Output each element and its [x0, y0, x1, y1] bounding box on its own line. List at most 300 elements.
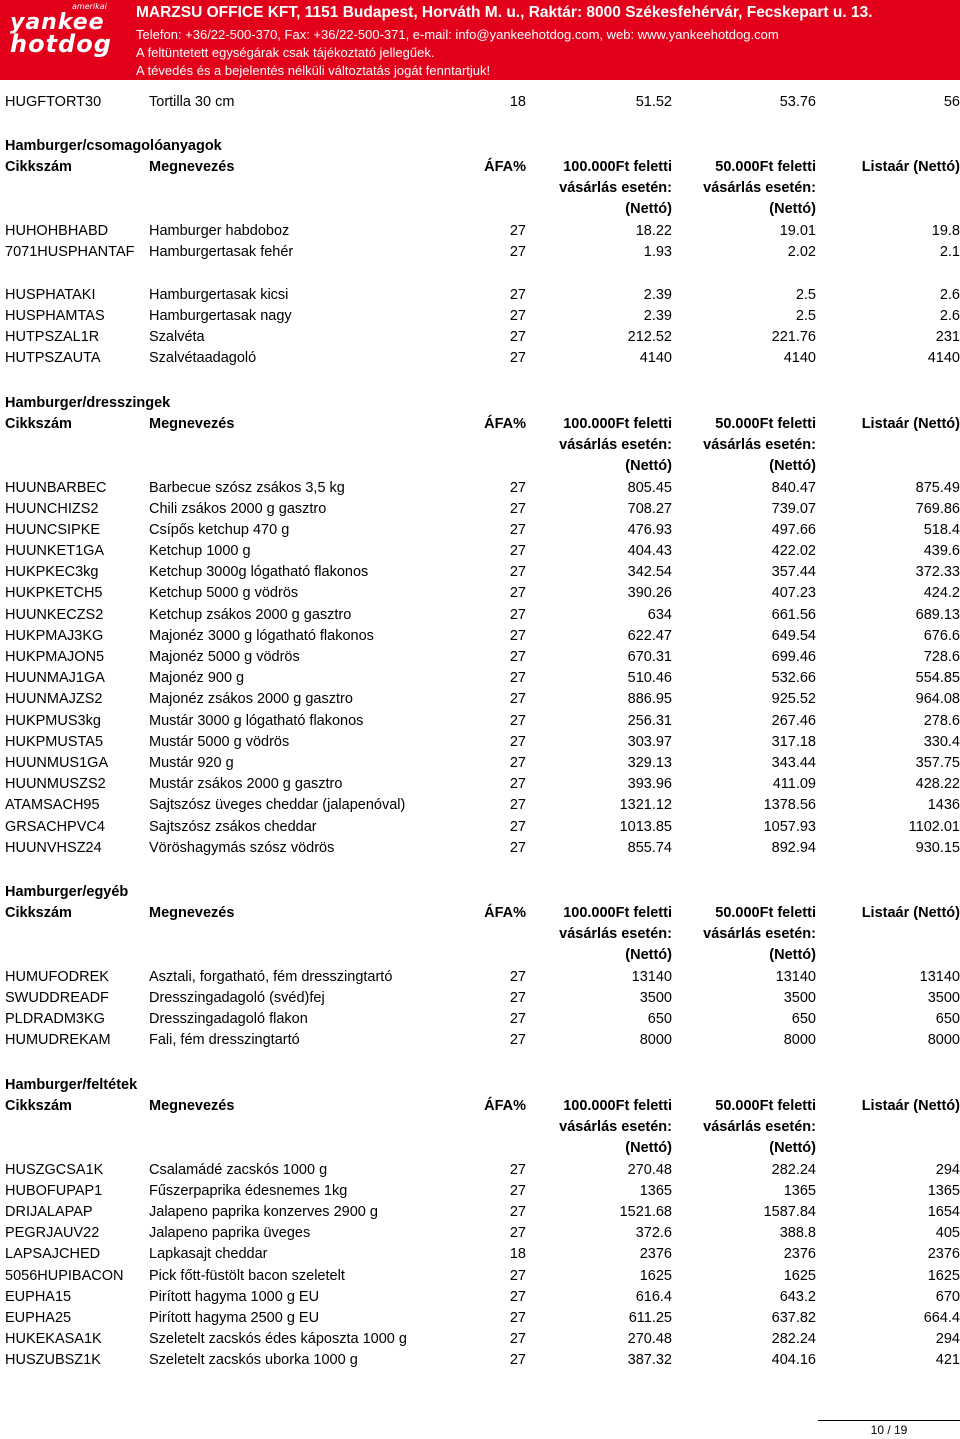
list-price: 424.2	[923, 585, 960, 602]
column-header-price-50k	[676, 1096, 816, 1159]
price-list	[0, 92, 960, 1372]
price-50k: 19.01	[779, 223, 816, 240]
table-row	[0, 541, 960, 562]
vat-rate: 27	[509, 1288, 526, 1305]
price-50k: 1625	[783, 1267, 816, 1284]
price-50k: 1365	[783, 1182, 816, 1199]
list-price: 8000	[927, 1032, 960, 1049]
vat-rate: 27	[509, 585, 526, 602]
list-price: 676.6	[923, 627, 960, 644]
column-header-list-price: Listaár (Nettó)	[861, 1097, 960, 1114]
item-name: Lapkasajt cheddar	[149, 1246, 268, 1263]
price-50k: 739.07	[771, 500, 816, 517]
item-name: Majonéz 3000 g lógatható flakonos	[149, 627, 374, 644]
header-line: vásárlás esetén:	[703, 180, 816, 197]
price-50k: 649.54	[771, 627, 816, 644]
vat-rate: 27	[509, 543, 526, 560]
price-50k: 422.02	[771, 543, 816, 560]
price-50k: 661.56	[771, 606, 816, 623]
list-price: 650	[935, 1011, 960, 1028]
vat-rate: 27	[509, 627, 526, 644]
table-row	[0, 478, 960, 499]
item-name: Hamburgertasak nagy	[149, 307, 292, 324]
list-price: 728.6	[923, 649, 960, 666]
table-row	[0, 1202, 960, 1223]
price-50k: 13140	[775, 968, 816, 985]
table-row	[0, 1181, 960, 1202]
list-price: 2.6	[939, 307, 960, 324]
item-name: Majonéz zsákos 2000 g gasztro	[149, 691, 353, 708]
company-address: MARZSU OFFICE KFT, 1151 Budapest, Horváth M. u., Raktár: 8000 Székesfehérvár, Fecskepart u. 13.	[136, 4, 873, 21]
price-100k: 4140	[639, 350, 672, 367]
vat-rate: 27	[509, 990, 526, 1007]
price-50k: 411.09	[772, 776, 816, 793]
vat-rate: 27	[509, 649, 526, 666]
list-price: 875.49	[915, 479, 960, 496]
price-100k: 390.26	[627, 585, 672, 602]
header-line: (Nettó)	[769, 1139, 816, 1156]
column-header-price-100k	[530, 157, 672, 220]
item-code: HUKPMAJON5	[5, 649, 105, 666]
price-100k: 670.31	[627, 649, 672, 666]
table-row	[0, 1009, 960, 1030]
item-name: Barbecue szósz zsákos 3,5 kg	[149, 479, 345, 496]
table-row	[0, 988, 960, 1009]
price-50k: 925.52	[771, 691, 816, 708]
price-50k: 388.8	[779, 1225, 816, 1242]
column-header-price-50k	[676, 414, 816, 477]
price-50k: 3500	[783, 990, 816, 1007]
section-gap	[0, 370, 960, 392]
vat-rate: 27	[509, 223, 526, 240]
list-price: 428.22	[915, 776, 960, 793]
item-name: Asztali, forgatható, fém dresszingtartó	[149, 968, 393, 985]
item-name: Csalamádé zacskós 1000 g	[149, 1161, 328, 1178]
price-100k: 303.97	[627, 733, 672, 750]
list-price: 670	[935, 1288, 960, 1305]
price-50k: 282.24	[771, 1331, 816, 1348]
list-price: 664.4	[923, 1309, 960, 1326]
column-header-name: Megnevezés	[149, 1097, 235, 1114]
section-title: Hamburger/csomagolóanyagok	[5, 138, 222, 155]
price-100k: 18.22	[635, 223, 672, 240]
price-100k: 855.74	[627, 839, 672, 856]
price-100k: 393.96	[627, 776, 672, 793]
item-name: Ketchup zsákos 2000 g gasztro	[149, 606, 352, 623]
header-line: vásárlás esetén:	[703, 436, 816, 453]
item-code: HUSZGCSA1K	[5, 1161, 104, 1178]
list-price: 554.85	[915, 670, 960, 687]
list-price: 1436	[927, 797, 960, 814]
item-code: SWUDDREADF	[5, 990, 109, 1007]
list-price: 439.6	[923, 543, 960, 560]
price-100k: 886.95	[627, 691, 672, 708]
table-row	[0, 774, 960, 795]
item-code: ATAMSACH95	[5, 797, 100, 814]
item-code: HUBOFUPAP1	[5, 1182, 103, 1199]
table-row	[0, 689, 960, 710]
list-price: 421	[935, 1352, 960, 1369]
table-row	[0, 1350, 960, 1371]
table-row	[0, 732, 960, 753]
column-header-name: Megnevezés	[149, 415, 235, 432]
item-code: EUPHA25	[5, 1309, 72, 1326]
list-price: 13140	[919, 968, 960, 985]
column-header-row	[0, 157, 960, 221]
header-line: 100.000Ft feletti	[563, 1097, 672, 1114]
price-50k: 1057.93	[763, 818, 816, 835]
item-code: LAPSAJCHED	[5, 1246, 101, 1263]
company-contact: Telefon: +36/22-500-370, Fax: +36/22-500-371, e-mail: info@yankeehotdog.com, web: www.yankeehotdog.com	[136, 27, 779, 42]
list-price: 294	[935, 1331, 960, 1348]
header-line: 100.000Ft feletti	[563, 904, 672, 921]
price-100k: 616.4	[635, 1288, 672, 1305]
item-name: Pirított hagyma 1000 g EU	[149, 1288, 320, 1305]
column-header-name: Megnevezés	[149, 159, 235, 176]
vat-rate: 27	[509, 606, 526, 623]
item-name: Pick főtt-füstölt bacon szeletelt	[149, 1267, 345, 1284]
header-line: vásárlás esetén:	[559, 925, 672, 942]
item-name: Sajtszósz üveges cheddar (jalapenóval)	[149, 797, 406, 814]
item-code: HUKPMUSTA5	[5, 733, 104, 750]
price-50k: 404.16	[771, 1352, 816, 1369]
price-50k: 317.18	[771, 733, 816, 750]
price-50k: 2.5	[795, 286, 816, 303]
price-50k: 497.66	[771, 521, 816, 538]
item-code: HUTPSZAL1R	[5, 329, 100, 346]
price-100k: 805.45	[627, 479, 672, 496]
page-number: 10 / 19	[818, 1420, 960, 1439]
item-name: Fűszerpaprika édesnemes 1kg	[149, 1182, 348, 1199]
list-price: 1102.01	[908, 818, 960, 835]
column-header-row	[0, 1096, 960, 1160]
item-code: HUKEKASA1K	[5, 1331, 102, 1348]
table-row	[0, 626, 960, 647]
vat-rate: 27	[509, 818, 526, 835]
header-line: (Nettó)	[769, 946, 816, 963]
price-50k: 2.02	[787, 244, 816, 261]
price-100k: 342.54	[627, 564, 672, 581]
price-100k: 708.27	[627, 500, 672, 517]
item-name: Jalapeno paprika üveges	[149, 1225, 311, 1242]
header-line: 100.000Ft feletti	[563, 415, 672, 432]
vat-rate: 27	[509, 1032, 526, 1049]
column-header-list-price: Listaár (Nettó)	[861, 904, 960, 921]
item-name: Szeletelt zacskós édes káposzta 1000 g	[149, 1331, 407, 1348]
item-code: HUMUFODREK	[5, 968, 109, 985]
vat-rate: 27	[509, 1309, 526, 1326]
item-name: Dresszingadagoló (svéd)fej	[149, 990, 325, 1007]
item-code: EUPHA15	[5, 1288, 72, 1305]
item-code: HUUNVHSZ24	[5, 839, 102, 856]
vat-rate: 27	[509, 1011, 526, 1028]
vat-rate: 27	[509, 286, 526, 303]
vat-rate: 27	[509, 1204, 526, 1221]
item-code: HUSPHAMTAS	[5, 307, 105, 324]
item-name: Chili zsákos 2000 g gasztro	[149, 500, 327, 517]
item-code: DRIJALAPAP	[5, 1204, 93, 1221]
table-row	[0, 605, 960, 626]
change-disclaimer: A tévedés és a bejelentés nélküli változtatás jogát fenntartjuk!	[136, 63, 491, 78]
price-100k: 1625	[639, 1267, 672, 1284]
item-name: Dresszingadagoló flakon	[149, 1011, 308, 1028]
price-50k: 1587.84	[763, 1204, 816, 1221]
item-code: HUUNMUSZS2	[5, 776, 106, 793]
table-row	[0, 1244, 960, 1265]
table-row	[0, 711, 960, 732]
header-line: 100.000Ft feletti	[563, 159, 672, 176]
vat-rate: 27	[509, 733, 526, 750]
vat-rate: 27	[509, 307, 526, 324]
header-line: (Nettó)	[625, 201, 672, 218]
column-header-vat: ÁFA%	[484, 415, 526, 432]
item-code: HUUNBARBEC	[5, 479, 107, 496]
table-row	[0, 242, 960, 284]
vat-rate: 18	[509, 94, 526, 110]
vat-rate: 27	[509, 1182, 526, 1199]
price-50k: 282.24	[771, 1161, 816, 1178]
price-50k: 840.47	[771, 479, 816, 496]
price-100k: 404.43	[627, 543, 672, 560]
price-50k: 4140	[783, 350, 816, 367]
table-row	[0, 838, 960, 859]
item-name: Ketchup 5000 g vödrös	[149, 585, 299, 602]
item-name: Hamburgertasak kicsi	[149, 286, 289, 303]
column-header-price-100k	[530, 414, 672, 477]
column-header-list-price: Listaár (Nettó)	[861, 415, 960, 432]
price-100k: 270.48	[627, 1161, 672, 1178]
price-50k: 267.46	[771, 712, 816, 729]
price-50k: 2376	[783, 1246, 816, 1263]
table-row	[0, 1266, 960, 1287]
section-gap	[0, 1052, 960, 1074]
header-line: 50.000Ft feletti	[715, 904, 816, 921]
vat-rate: 27	[509, 329, 526, 346]
price-50k: 2.5	[795, 307, 816, 324]
item-code: 5056HUPIBACON	[5, 1267, 124, 1284]
header-line: (Nettó)	[625, 1139, 672, 1156]
price-50k: 650	[791, 1011, 816, 1028]
yankee-hotdog-logo	[2, 2, 128, 58]
price-100k: 51.52	[635, 94, 672, 110]
price-100k: 329.13	[627, 754, 672, 771]
item-name: Fali, fém dresszingtartó	[149, 1032, 300, 1049]
item-name: Hamburger habdoboz	[149, 223, 290, 240]
price-100k: 1365	[639, 1182, 672, 1199]
item-code: PEGRJAUV22	[5, 1225, 100, 1242]
vat-rate: 27	[509, 670, 526, 687]
item-name: Hamburgertasak fehér	[149, 244, 294, 261]
column-header-price-100k	[530, 903, 672, 966]
list-price: 294	[935, 1161, 960, 1178]
table-row	[0, 668, 960, 689]
table-row	[0, 647, 960, 668]
logo-word-hotdog: hotdog	[10, 30, 112, 58]
item-name: Csípős ketchup 470 g	[149, 521, 290, 538]
list-price: 2.1	[939, 244, 960, 261]
vat-rate: 27	[509, 691, 526, 708]
item-code: HUUNMUS1GA	[5, 754, 109, 771]
table-row	[0, 1287, 960, 1308]
price-100k: 510.46	[627, 670, 672, 687]
item-name: Pirított hagyma 2500 g EU	[149, 1309, 320, 1326]
header-line: vásárlás esetén:	[559, 180, 672, 197]
column-header-row	[0, 903, 960, 967]
table-row	[0, 306, 960, 327]
header-line: (Nettó)	[769, 457, 816, 474]
list-price: 964.08	[915, 691, 960, 708]
column-header-code: Cikkszám	[5, 1097, 72, 1114]
price-100k: 387.32	[627, 1352, 672, 1369]
table-row	[0, 1223, 960, 1244]
item-name: Szalvétaadagoló	[149, 350, 257, 367]
list-price: 278.6	[923, 712, 960, 729]
vat-rate: 27	[509, 350, 526, 367]
price-disclaimer: A feltüntetett egységárak csak tájékoztató jellegűek.	[136, 45, 435, 60]
logo-tagline: amerikai	[72, 2, 107, 11]
list-price: 405	[935, 1225, 960, 1242]
header-line: vásárlás esetén:	[703, 1118, 816, 1135]
vat-rate: 27	[509, 839, 526, 856]
list-price: 2376	[927, 1246, 960, 1263]
price-100k: 1321.12	[619, 797, 672, 814]
column-header-row	[0, 414, 960, 478]
item-code: PLDRADM3KG	[5, 1011, 105, 1028]
list-price: 1654	[927, 1204, 960, 1221]
price-100k: 372.6	[635, 1225, 672, 1242]
vat-rate: 27	[509, 1267, 526, 1284]
section-title: Hamburger/egyéb	[5, 883, 129, 900]
list-price: 2.6	[939, 286, 960, 303]
item-code: HUGFTORT30	[5, 94, 102, 110]
vat-rate: 27	[509, 776, 526, 793]
price-50k: 221.76	[771, 329, 816, 346]
price-50k: 643.2	[779, 1288, 816, 1305]
item-name: Sajtszósz zsákos cheddar	[149, 818, 317, 835]
list-price: 518.4	[923, 521, 960, 538]
price-100k: 270.48	[627, 1331, 672, 1348]
header-line: (Nettó)	[625, 946, 672, 963]
section-title: Hamburger/dresszingek	[5, 394, 171, 411]
vat-rate: 27	[509, 564, 526, 581]
header-line: 50.000Ft feletti	[715, 415, 816, 432]
column-header-list-price: Listaár (Nettó)	[861, 159, 960, 176]
price-100k: 256.31	[627, 712, 672, 729]
table-row	[0, 967, 960, 988]
price-100k: 212.52	[627, 329, 672, 346]
table-row	[0, 753, 960, 774]
item-code: HUKPMAJ3KG	[5, 627, 104, 644]
column-header-vat: ÁFA%	[484, 1097, 526, 1114]
item-code: HUUNKET1GA	[5, 543, 105, 560]
item-code: HUTPSZAUTA	[5, 350, 101, 367]
column-header-price-50k	[676, 157, 816, 220]
vat-rate: 27	[509, 521, 526, 538]
table-row	[0, 520, 960, 541]
price-50k: 1378.56	[763, 797, 816, 814]
table-row	[0, 1308, 960, 1329]
price-100k: 476.93	[627, 521, 672, 538]
vat-rate: 27	[509, 500, 526, 517]
item-code: HUKPKETCH5	[5, 585, 103, 602]
price-50k: 699.46	[771, 649, 816, 666]
header-line: (Nettó)	[625, 457, 672, 474]
price-100k: 2376	[639, 1246, 672, 1263]
price-100k: 2.39	[643, 307, 672, 324]
price-50k: 8000	[783, 1032, 816, 1049]
column-header-vat: ÁFA%	[484, 904, 526, 921]
item-name: Vöröshagymás szósz vödrös	[149, 839, 335, 856]
list-price: 4140	[927, 350, 960, 367]
table-row	[0, 92, 960, 113]
item-code: HUSPHATAKI	[5, 286, 96, 303]
header-line: 50.000Ft feletti	[715, 1097, 816, 1114]
price-100k: 1.93	[643, 244, 672, 261]
section-title: Hamburger/feltétek	[5, 1076, 138, 1093]
list-price: 1365	[927, 1182, 960, 1199]
column-header-price-50k	[676, 903, 816, 966]
vat-rate: 27	[509, 968, 526, 985]
list-price: 769.86	[915, 500, 960, 517]
item-name: Ketchup 1000 g	[149, 543, 251, 560]
list-price: 330.4	[923, 733, 960, 750]
section-gap	[0, 113, 960, 135]
column-header-code: Cikkszám	[5, 415, 72, 432]
item-code: HUSZUBSZ1K	[5, 1352, 101, 1369]
table-row	[0, 1329, 960, 1350]
price-100k: 622.47	[627, 627, 672, 644]
table-row	[0, 817, 960, 838]
section-gap	[0, 859, 960, 881]
price-100k: 2.39	[643, 286, 672, 303]
item-code: HUUNMAJZS2	[5, 691, 103, 708]
vat-rate: 27	[509, 712, 526, 729]
table-row	[0, 327, 960, 348]
price-50k: 357.44	[771, 564, 816, 581]
price-50k: 892.94	[771, 839, 816, 856]
item-name: Tortilla 30 cm	[149, 94, 235, 110]
item-name: Szeletelt zacskós uborka 1000 g	[149, 1352, 358, 1369]
list-price: 231	[935, 329, 960, 346]
table-row	[0, 1160, 960, 1181]
price-50k: 407.23	[771, 585, 816, 602]
header-line: vásárlás esetén:	[703, 925, 816, 942]
vat-rate: 27	[509, 1225, 526, 1242]
list-price: 372.33	[915, 564, 960, 581]
item-code: HUHOHBHABD	[5, 223, 109, 240]
price-100k: 1013.85	[619, 818, 672, 835]
column-header-code: Cikkszám	[5, 159, 72, 176]
vat-rate: 27	[509, 244, 526, 261]
vat-rate: 27	[509, 797, 526, 814]
vat-rate: 27	[509, 479, 526, 496]
table-row	[0, 221, 960, 242]
item-code: HUKPKEC3kg	[5, 564, 99, 581]
vat-rate: 27	[509, 1352, 526, 1369]
column-header-price-100k	[530, 1096, 672, 1159]
list-price: 19.8	[931, 223, 960, 240]
item-name: Szalvéta	[149, 329, 205, 346]
item-name: Mustár 920 g	[149, 754, 234, 771]
item-name: Jalapeno paprika konzerves 2900 g	[149, 1204, 378, 1221]
page-header	[0, 0, 960, 80]
vat-rate: 27	[509, 754, 526, 771]
price-100k: 1521.68	[619, 1204, 672, 1221]
item-code: HUUNCHIZS2	[5, 500, 99, 517]
table-row	[0, 285, 960, 306]
column-header-code: Cikkszám	[5, 904, 72, 921]
header-line: vásárlás esetén:	[559, 436, 672, 453]
